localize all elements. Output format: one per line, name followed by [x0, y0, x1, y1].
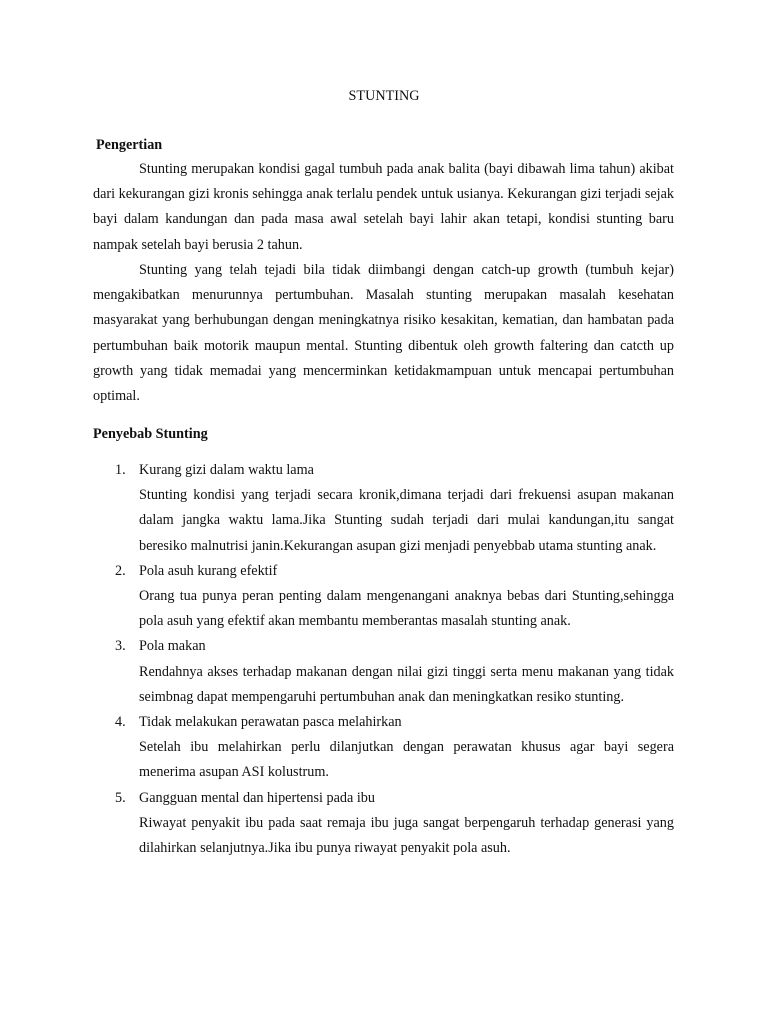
list-item-title: Gangguan mental dan hipertensi pada ibu: [139, 789, 375, 806]
list-item-title: Pola makan: [139, 638, 206, 655]
paragraph-pengertian-2: [93, 258, 674, 409]
list-item: [93, 634, 674, 710]
list-item-description: Stunting kondisi yang terjadi secara kronik,dimana terjadi dari frekuensi asupan makanan dalam jangka waktu lama.Jika Stunting sudah terjadi dari mulai kandungan,itu sangat beresiko malnutrisi janin.Kekurangan asupan gizi menjadi penyebbab utama stunting anak.: [139, 487, 674, 554]
paragraph-pengertian-1: [93, 157, 674, 258]
paragraph-text: Stunting yang telah tejadi bila tidak diimbangi dengan catch-up growth (tumbuh kejar) mengakibatkan menurunnya pertumbuhan. Masalah stunting merupakan masalah kesehatan masyarakat yang berhubungan dengan meningkatnya risiko kesakitan, kematian, dan hambatan pada pertumbuhan baik motorik maupun mental. Stunting dibentuk oleh growth faltering dan catcth up growth yang tidak memadai yang mencerminkan ketidakmampuan untuk mencapai pertumbuhan optimal.: [93, 262, 674, 405]
causes-list: [93, 458, 674, 861]
list-item-description: Setelah ibu melahirkan perlu dilanjutkan dengan perawatan khusus agar bayi segera menerima asupan ASI kolustrum.: [139, 739, 674, 781]
document-title: STUNTING: [348, 88, 420, 104]
paragraph-text: Stunting merupakan kondisi gagal tumbuh pada anak balita (bayi dibawah lima tahun) akibat dari kekurangan gizi kronis sehingga anak terlalu pendek untuk usianya. Kekurangan gizi terjadi sejak bayi dalam kandungan dan pada masa awal setelah bayi lahir akan tetapi, kondisi stunting baru nampak setelah bayi berusia 2 tahun.: [93, 161, 674, 253]
list-item-description: Orang tua punya peran penting dalam mengenangani anaknya bebas dari Stunting,sehingga pola asuh yang efektif akan membantu memberantas masalah stunting anak.: [139, 588, 674, 630]
list-item: [93, 559, 674, 635]
list-item-number: 3.: [115, 638, 126, 655]
list-item: [93, 458, 674, 559]
section-heading-pengertian: Pengertian: [96, 137, 163, 153]
section-heading-penyebab: Penyebab Stunting: [93, 426, 208, 442]
list-item: [93, 710, 674, 786]
list-item-number: 4.: [115, 714, 126, 731]
list-item-description: Rendahnya akses terhadap makanan dengan nilai gizi tinggi serta menu makanan yang tidak seimbnag dapat mempengaruhi pertumbuhan anak dan meningkatkan resiko stunting.: [139, 663, 674, 705]
list-item-title: Kurang gizi dalam waktu lama: [139, 462, 314, 478]
list-item-title: Tidak melakukan perawatan pasca melahirkan: [139, 714, 402, 731]
list-item-number: 2.: [115, 562, 126, 579]
list-item-number: 1.: [115, 462, 126, 478]
list-item-title: Pola asuh kurang efektif: [139, 562, 278, 579]
list-item-number: 5.: [115, 789, 126, 806]
list-item-description: Riwayat penyakit ibu pada saat remaja ibu juga sangat berpengaruh terhadap generasi yang dilahirkan selanjutnya.Jika ibu punya riwayat penyakit pola asuh.: [139, 814, 674, 857]
list-item: [93, 786, 674, 862]
